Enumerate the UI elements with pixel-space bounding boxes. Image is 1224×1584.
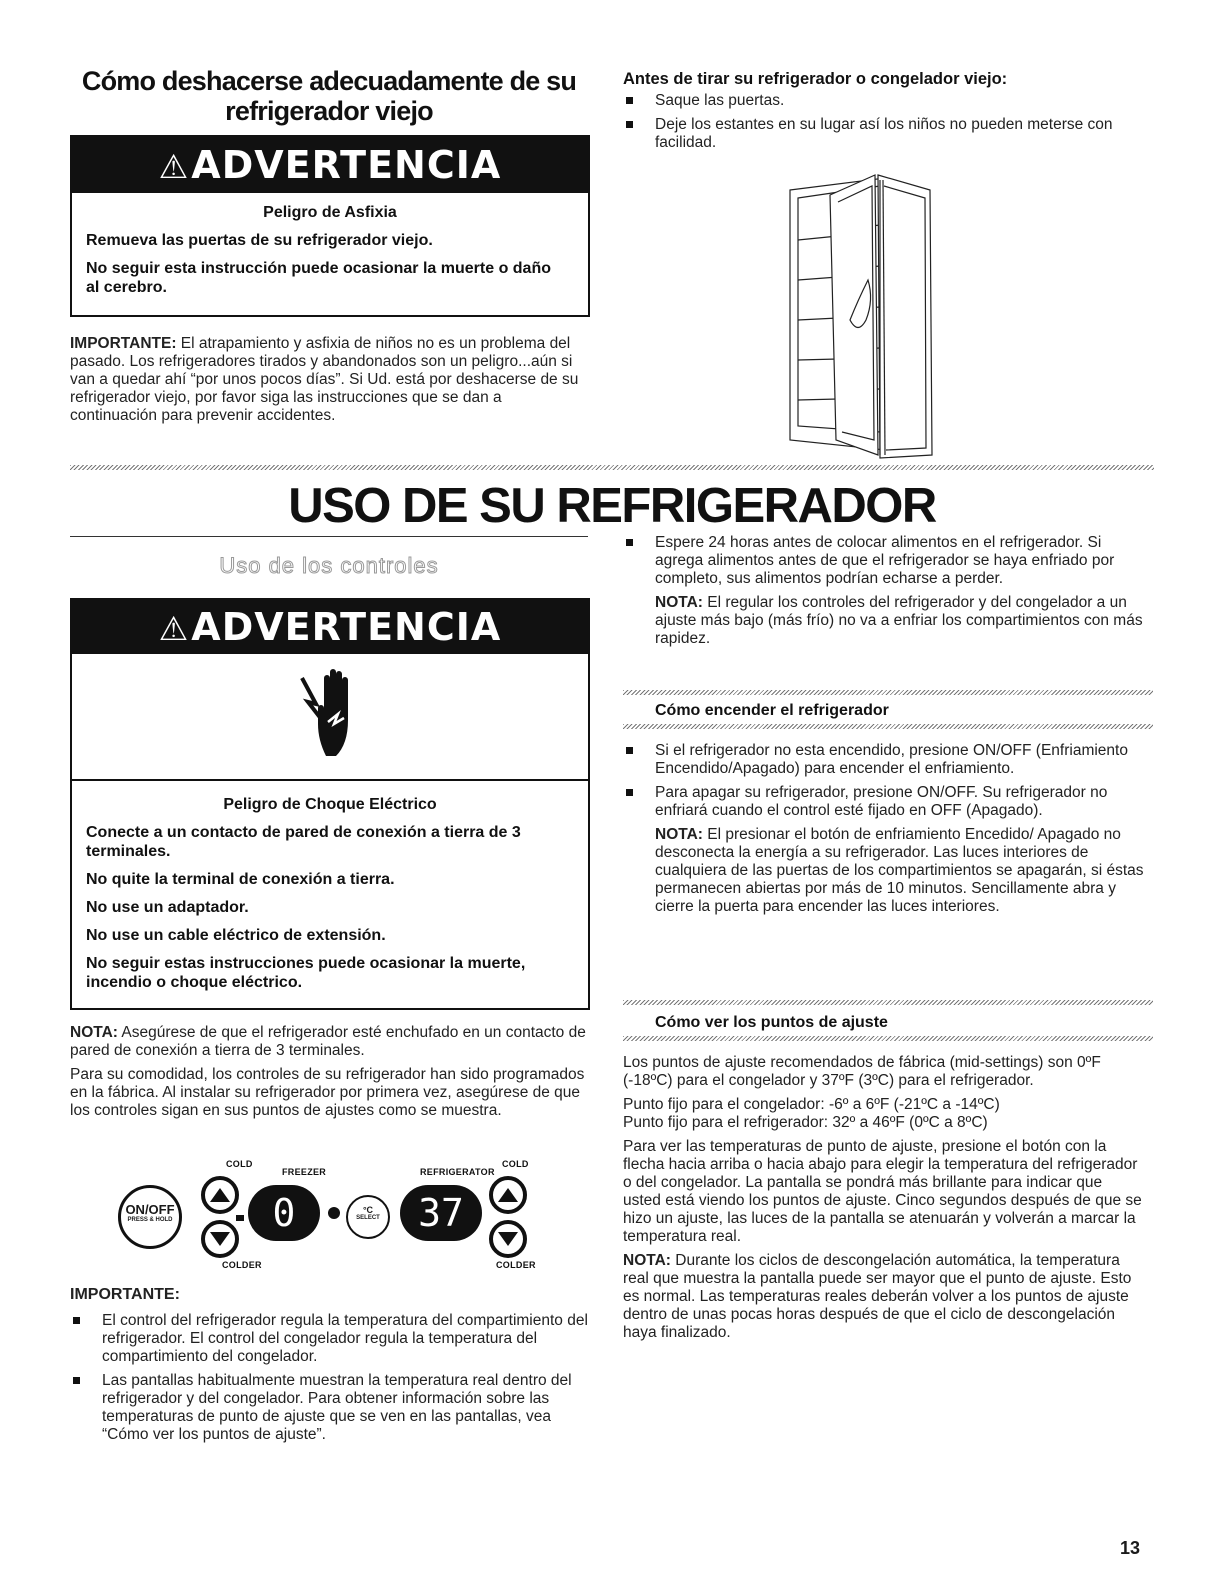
refrigerator-down-arrow-icon (491, 1222, 525, 1256)
warning-banner (72, 600, 588, 654)
warning-line: No seguir estas instrucciones puede ocasionar la muerte, incendio o choque eléctrico. (86, 955, 526, 991)
press-hold-label: PRESS & HOLD (127, 1217, 173, 1223)
page-number: 13 (1120, 1538, 1141, 1558)
warning-triangle-icon: ⚠ (158, 147, 190, 186)
refrigerator-doors-open-illustration (780, 170, 950, 460)
freezer-down-arrow-icon (203, 1222, 237, 1256)
before-throwing-heading: Antes de tirar su refrigerador o congelador viejo: (623, 70, 1008, 88)
note-text: Durante los ciclos de descongelación automática, la temperatura real que muestra la pantalla puede ser mayor que el punto de ajuste. Esto es normal. Las temperaturas reales deberán volver a los puntos de ajuste dentro de unas pocas horas después de que el ciclo de descongelación haya finalizado. (623, 1252, 1132, 1341)
warning-label: ADVERTENCIA (191, 605, 502, 649)
freezer-label: FREEZER (282, 1167, 327, 1177)
note-label: NOTA: (623, 1252, 671, 1269)
subsection-divider (623, 690, 1153, 695)
asphyxia-warning-box (70, 135, 590, 317)
cold-label: COLD (502, 1159, 529, 1169)
on-off-button[interactable] (118, 1185, 182, 1249)
freezer-display (248, 1185, 320, 1241)
setpoints-section (623, 1054, 1143, 1348)
warning-title: Peligro de Asfixia (263, 204, 397, 221)
list-item: Saque las puertas. (623, 92, 1153, 110)
setpoints-heading: Cómo ver los puntos de ajuste (655, 1014, 888, 1031)
controls-subtitle: Uso de los controles (219, 553, 439, 578)
important-label: IMPORTANTE: (70, 335, 177, 352)
subsection-divider (623, 1036, 1153, 1041)
electric-shock-hand-icon (296, 664, 366, 764)
warning-title: Peligro de Choque Eléctrico (223, 796, 437, 813)
note-label: NOTA: (655, 594, 703, 611)
list-item: El control del refrigerador regula la temperatura del compartimiento del refrigerador. El control del congelador regula la temperatura del compartimiento del congelador. (70, 1312, 592, 1366)
note-text: El presionar el botón de enfriamiento Encedido/ Apagado no desconecta la energía a su refrigerador. Las luces interiores de cualquiera de las puertas de los compartimientos se apagarán, si éstas permanecen abiertas por más de 10 minutos. Sencillamente abra y cierre la puerta para encender las luces interiores. (655, 826, 1144, 915)
control-panel-illustration (118, 1155, 558, 1273)
controls-rule (70, 536, 588, 537)
select-label: SELECT (356, 1215, 380, 1221)
important-text: El atrapamiento y asfixia de niños no es un problema del pasado. Los refrigeradores tirados y abandonados son un peligro...aún si van a quedar ahí “por unos pocos días”. Si Ud. está por deshacerse de su refrigerador viejo, por favor siga las instrucciones que se dan a continuación para prevenir accidentes. (70, 335, 579, 424)
important-label: IMPORTANTE: (70, 1286, 180, 1303)
note-label: NOTA: (655, 826, 703, 843)
section-divider (70, 465, 1154, 470)
refrigerator-arrow-buttons (486, 1175, 530, 1261)
disposal-important (70, 335, 586, 431)
refrigerator-display (400, 1185, 482, 1241)
refrigerator-up-arrow-icon (491, 1178, 525, 1212)
warning-line: No seguir esta instrucción puede ocasionar la muerte o daño al cerebro. (86, 260, 551, 296)
warning-triangle-icon: ⚠ (158, 609, 190, 648)
warning-label: ADVERTENCIA (191, 143, 502, 187)
refrigerator-label: REFRIGERATOR (420, 1167, 495, 1177)
freezer-up-arrow-icon (203, 1178, 237, 1212)
turn-on-heading: Cómo encender el refrigerador (655, 702, 889, 719)
refrigerator-range: Punto fijo para el refrigerador: 32º a 46ºF (0ºC a 8ºC) (623, 1114, 988, 1131)
refrigerator-temp: 37 (418, 1191, 464, 1235)
warning-line: No use un adaptador. (86, 899, 249, 916)
setpoints-paragraph: Los puntos de ajuste recomendados de fábrica (mid-settings) son 0ºF (-18ºC) para el congelador y 37ºF (3ºC) para el refrigerador. (623, 1054, 1101, 1089)
cold-label: COLD (226, 1159, 253, 1169)
disposal-title-line1: Cómo deshacerse adecuadamente de su (81, 66, 577, 96)
on-off-label: ON/OFF (125, 1202, 175, 1217)
warning-line: Conecte a un contacto de pared de conexión a tierra de 3 terminales. (86, 824, 521, 860)
turn-on-section (623, 742, 1145, 922)
list-item: Deje los estantes en su lugar así los niños no pueden meterse con facilidad. (623, 116, 1135, 152)
wait-section (623, 534, 1145, 654)
warning-line: Remueva las puertas de su refrigerador viejo. (86, 232, 433, 249)
disposal-title-line2: refrigerador viejo (225, 96, 433, 126)
disposal-section (70, 66, 588, 126)
disposal-title (70, 66, 588, 126)
colder-label: COLDER (496, 1260, 536, 1270)
shock-hazard-icon-area (72, 654, 588, 779)
page-title: USO DE SU REFRIGERADOR (288, 479, 936, 533)
subsection-divider (623, 724, 1153, 729)
note-label: NOTA: (70, 1024, 118, 1041)
colder-label: COLDER (222, 1260, 262, 1270)
before-throwing-section (623, 70, 1153, 158)
list-item: Las pantallas habitualmente muestran la temperatura real dentro del refrigerador y del congelador. Para obtener información sobre las temperaturas de punto de ajuste que se ven en las pantallas, vea “Cómo ver los puntos de ajuste”. (70, 1372, 592, 1444)
warning-banner (72, 137, 588, 193)
freezer-range: Punto fijo para el congelador: -6º a 6ºF (-21ºC a -14ºC) (623, 1096, 1000, 1113)
indicator-dot (328, 1207, 340, 1219)
unit-label: °C (362, 1205, 374, 1215)
list-item: Para apagar su refrigerador, presione ON/OFF. Su refrigerador no enfriará cuando el control esté fijado en OFF (Apagado). (623, 784, 1145, 820)
controls-text (70, 1024, 588, 1126)
warning-line: No use un cable eléctrico de extensión. (86, 927, 386, 944)
list-item: Si el refrigerador no esta encendido, presione ON/OFF (Enfriamiento Encendido/Apagado) para encender el enfriamiento. (623, 742, 1145, 778)
setpoints-paragraph: Para ver las temperaturas de punto de ajuste, presione el botón con la flecha hacia arriba o hacia abajo para elegir la temperatura del refrigerador o del congelador. La pantalla se pondrá más brillante para indicar que usted está viendo los puntos de ajuste. Cinco segundos después de que se hizo un ajuste, las luces de la pantalla se atenuarán y volverán a marcar la temperatura real. (623, 1138, 1142, 1245)
subsection-divider (623, 1000, 1153, 1005)
freezer-arrow-buttons (200, 1175, 244, 1261)
note-text: El regular los controles del refrigerador y del congelador a un ajuste más bajo (más frío) no va a enfriar los compartimientos con más rapidez. (655, 594, 1143, 647)
controls-important (70, 1286, 592, 1450)
select-button[interactable] (346, 1195, 390, 1239)
warning-line: No quite la terminal de conexión a tierra. (86, 871, 395, 888)
list-item: Espere 24 horas antes de colocar alimentos en el refrigerador. Si agrega alimentos antes de que el refrigerador se haya enfriado por completo, sus alimentos podrían echarse a perder. (623, 534, 1145, 588)
controls-paragraph: Para su comodidad, los controles de su refrigerador han sido programados en la fábrica. Al instalar su refrigerador por primera vez, asegúrese de que los controles sigan en sus puntos de ajustes como se muestra. (70, 1066, 585, 1119)
note-text: Asegúrese de que el refrigerador esté enchufado en un contacto de pared de conexión a tierra de 3 terminales. (70, 1024, 586, 1059)
electric-shock-warning-box (70, 598, 590, 1010)
freezer-temp: 0 (272, 1191, 296, 1235)
